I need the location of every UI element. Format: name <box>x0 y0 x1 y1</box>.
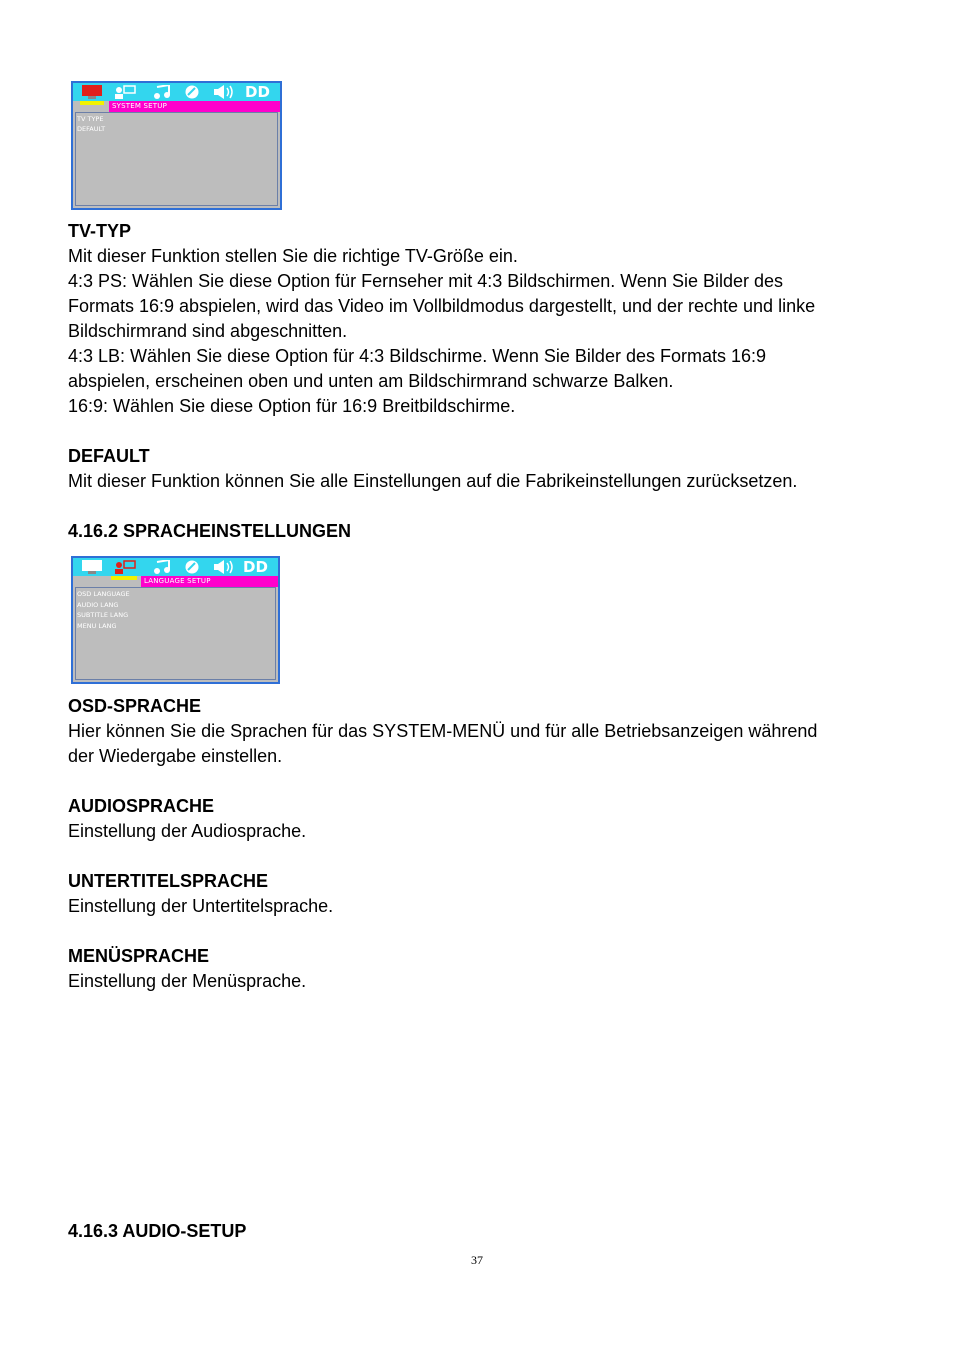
menuesprache-section <box>68 944 888 994</box>
monitor-icon <box>81 85 103 99</box>
menu-list-frame <box>75 112 278 206</box>
audio-icon <box>153 85 171 99</box>
selected-tab-underline <box>80 101 104 105</box>
audiosprache-text: Einstellung der Audiosprache. <box>68 821 307 841</box>
tv-typ-heading: TV-TYP <box>68 221 132 241</box>
speaker-icon <box>213 85 235 99</box>
audiosprache-section <box>68 794 888 844</box>
osd-sprache-line: Hier können Sie die Sprachen für das SYSTEM-MENÜ und für alle Betriebsanzeigen während <box>68 721 818 741</box>
audiosprache-heading: AUDIOSPRACHE <box>68 796 215 816</box>
menu-title-bar: SYSTEM SETUP <box>109 101 280 112</box>
untertitelsprache-section <box>68 869 888 919</box>
tv-typ-line: Formats 16:9 abspielen, wird das Video im Vollbildmodus dargestellt, und der rechte und linke <box>68 296 816 316</box>
tv-typ-line: Mit dieser Funktion stellen Sie die richtige TV-Größe ein. <box>68 246 518 266</box>
tv-typ-line: 4:3 LB: Wählen Sie diese Option für 4:3 Bildschirme. Wenn Sie Bilder des Formats 16:9 <box>68 346 767 366</box>
language-setup-menu-image <box>71 556 280 684</box>
default-text: Mit dieser Funktion können Sie alle Einstellungen auf die Fabrikeinstellungen zurücksetzen. <box>68 471 798 491</box>
default-section <box>68 444 888 494</box>
menu-item-tv-type: TV TYPE <box>77 115 104 123</box>
menu-item-default: DEFAULT <box>77 125 106 133</box>
dolby-icon: DD <box>245 83 270 101</box>
menu-icon-bar <box>73 83 280 101</box>
menu-title-bar: LANGUAGE SETUP <box>141 576 278 587</box>
tv-typ-line: 16:9: Wählen Sie diese Option für 16:9 Breitbildschirme. <box>68 396 516 416</box>
page-number: 37 <box>471 1253 483 1267</box>
dolby-icon: DD <box>243 558 268 576</box>
menu-list <box>77 589 130 631</box>
menu-item-subtitle-lang: SUBTITLE LANG <box>77 611 129 619</box>
spracheinstellungen-heading: 4.16.2 SPRACHEINSTELLUNGEN <box>68 521 352 541</box>
menu-item-audio-lang: AUDIO LANG <box>77 600 119 609</box>
language-icon <box>113 560 137 574</box>
untertitelsprache-heading: UNTERTITELSPRACHE <box>68 871 269 891</box>
menu-item-osd-language: OSD LANGUAGE <box>77 590 130 598</box>
osd-sprache-heading: OSD-SPRACHE <box>68 696 202 716</box>
monitor-icon <box>81 560 103 574</box>
audio-icon <box>153 560 171 574</box>
menu-item-menu-lang: MENU LANG <box>77 621 117 630</box>
video-icon <box>184 85 200 99</box>
menu-icon-bar <box>73 558 278 576</box>
system-setup-menu-image <box>71 81 282 210</box>
menuesprache-heading: MENÜSPRACHE <box>68 946 210 966</box>
menu-list <box>77 114 105 134</box>
default-heading: DEFAULT <box>68 446 150 466</box>
osd-sprache-line: der Wiedergabe einstellen. <box>68 746 283 766</box>
video-icon <box>184 560 200 574</box>
tv-typ-line: abspielen, erscheinen oben und unten am Bildschirmrand schwarze Balken. <box>68 371 674 391</box>
tv-typ-line: Bildschirmrand sind abgeschnitten. <box>68 321 348 341</box>
audio-setup-heading: 4.16.3 AUDIO-SETUP <box>68 1221 247 1241</box>
tv-typ-line: 4:3 PS: Wählen Sie diese Option für Fernseher mit 4:3 Bildschirmen. Wenn Sie Bilder des <box>68 271 784 291</box>
speaker-icon <box>213 560 235 574</box>
language-icon <box>113 85 137 99</box>
osd-sprache-section <box>68 694 888 769</box>
tv-typ-section <box>68 219 888 419</box>
menuesprache-text: Einstellung der Menüsprache. <box>68 971 307 991</box>
selected-tab-underline <box>111 576 137 580</box>
untertitelsprache-text: Einstellung der Untertitelsprache. <box>68 896 334 916</box>
